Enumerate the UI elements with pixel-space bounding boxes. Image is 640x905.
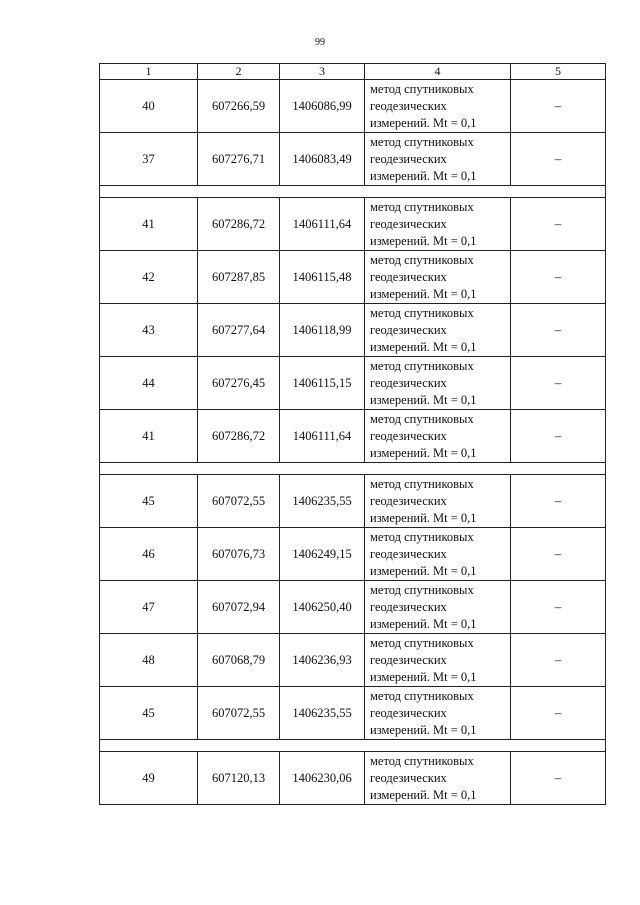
method-line: метод спутниковых [370,688,474,703]
method-line: геодезических [370,428,447,443]
method-cell [365,304,511,357]
point-number: 45 [100,475,198,528]
separator-row [100,463,606,475]
method-line: измерений. Mt = 0,1 [370,233,477,248]
coord-y: 1406236,93 [280,634,365,687]
method-line: метод спутниковых [370,134,474,149]
coord-x: 607072,55 [198,475,280,528]
table-row [100,528,606,581]
method-line: геодезических [370,269,447,284]
coord-x: 607287,85 [198,251,280,304]
method-line: геодезических [370,322,447,337]
point-number: 41 [100,410,198,463]
table-row [100,133,606,186]
point-number: 44 [100,357,198,410]
note-dash: – [511,475,606,528]
coord-y: 1406235,55 [280,687,365,740]
method-line: метод спутниковых [370,358,474,373]
method-line: измерений. Mt = 0,1 [370,510,477,525]
method-line: измерений. Mt = 0,1 [370,286,477,301]
method-cell [365,357,511,410]
point-number: 48 [100,634,198,687]
note-dash: – [511,687,606,740]
page-number: 99 [315,37,325,48]
method-cell [365,198,511,251]
coord-x: 607120,13 [198,752,280,805]
header-col-1: 1 [100,64,198,80]
coord-y: 1406083,49 [280,133,365,186]
table-row [100,752,606,805]
header-col-4: 4 [365,64,511,80]
coord-x: 607277,64 [198,304,280,357]
method-line: метод спутниковых [370,753,474,768]
method-line: геодезических [370,652,447,667]
method-cell [365,80,511,133]
method-line: метод спутниковых [370,81,474,96]
coord-y: 1406111,64 [280,198,365,251]
note-dash: – [511,410,606,463]
header-col-3: 3 [280,64,365,80]
point-number: 42 [100,251,198,304]
point-number: 41 [100,198,198,251]
note-dash: – [511,133,606,186]
note-dash: – [511,80,606,133]
method-line: метод спутниковых [370,582,474,597]
note-dash: – [511,634,606,687]
coord-x: 607276,71 [198,133,280,186]
method-line: геодезических [370,375,447,390]
method-line: геодезических [370,770,447,785]
method-line: метод спутниковых [370,411,474,426]
method-cell [365,410,511,463]
point-number: 40 [100,80,198,133]
method-line: метод спутниковых [370,635,474,650]
method-line: измерений. Mt = 0,1 [370,787,477,802]
method-line: метод спутниковых [370,305,474,320]
method-line: измерений. Mt = 0,1 [370,616,477,631]
point-number: 43 [100,304,198,357]
method-line: измерений. Mt = 0,1 [370,563,477,578]
method-line: измерений. Mt = 0,1 [370,339,477,354]
method-line: метод спутниковых [370,199,474,214]
note-dash: – [511,198,606,251]
coordinates-table-body [100,64,606,805]
method-line: геодезических [370,216,447,231]
note-dash: – [511,752,606,805]
coord-y: 1406115,15 [280,357,365,410]
method-cell [365,687,511,740]
method-line: геодезических [370,705,447,720]
coord-x: 607276,45 [198,357,280,410]
coord-y: 1406115,48 [280,251,365,304]
separator-row [100,186,606,198]
method-line: геодезических [370,98,447,113]
header-col-2: 2 [198,64,280,80]
coord-y: 1406111,64 [280,410,365,463]
coord-y: 1406118,99 [280,304,365,357]
method-line: метод спутниковых [370,476,474,491]
coord-y: 1406230,06 [280,752,365,805]
method-line: метод спутниковых [370,252,474,267]
method-cell [365,581,511,634]
coord-x: 607072,94 [198,581,280,634]
method-cell [365,634,511,687]
method-cell [365,752,511,805]
method-line: геодезических [370,493,447,508]
method-line: измерений. Mt = 0,1 [370,392,477,407]
table-row [100,198,606,251]
point-number: 46 [100,528,198,581]
method-cell [365,251,511,304]
method-cell [365,528,511,581]
note-dash: – [511,251,606,304]
point-number: 37 [100,133,198,186]
method-line: геодезических [370,151,447,166]
note-dash: – [511,357,606,410]
table-row [100,304,606,357]
coord-x: 607076,73 [198,528,280,581]
table-row [100,634,606,687]
coord-x: 607068,79 [198,634,280,687]
point-number: 47 [100,581,198,634]
coord-x: 607286,72 [198,198,280,251]
coord-y: 1406086,99 [280,80,365,133]
separator-cell [100,186,606,198]
separator-cell [100,740,606,752]
table-row [100,581,606,634]
method-line: геодезических [370,546,447,561]
coord-y: 1406235,55 [280,475,365,528]
method-cell [365,133,511,186]
coord-x: 607286,72 [198,410,280,463]
header-row [100,64,606,80]
separator-cell [100,463,606,475]
coordinates-table [99,63,606,805]
table-row [100,357,606,410]
table-row [100,80,606,133]
table-row [100,687,606,740]
coord-y: 1406250,40 [280,581,365,634]
method-line: геодезических [370,599,447,614]
method-line: измерений. Mt = 0,1 [370,115,477,130]
method-line: измерений. Mt = 0,1 [370,722,477,737]
method-line: измерений. Mt = 0,1 [370,669,477,684]
note-dash: – [511,581,606,634]
method-cell [365,475,511,528]
separator-row [100,740,606,752]
point-number: 45 [100,687,198,740]
coord-x: 607266,59 [198,80,280,133]
method-line: измерений. Mt = 0,1 [370,445,477,460]
table-row [100,475,606,528]
note-dash: – [511,528,606,581]
point-number: 49 [100,752,198,805]
coord-y: 1406249,15 [280,528,365,581]
header-col-5: 5 [511,64,606,80]
table-row [100,410,606,463]
note-dash: – [511,304,606,357]
method-line: метод спутниковых [370,529,474,544]
table-row [100,251,606,304]
coord-x: 607072,55 [198,687,280,740]
method-line: измерений. Mt = 0,1 [370,168,477,183]
